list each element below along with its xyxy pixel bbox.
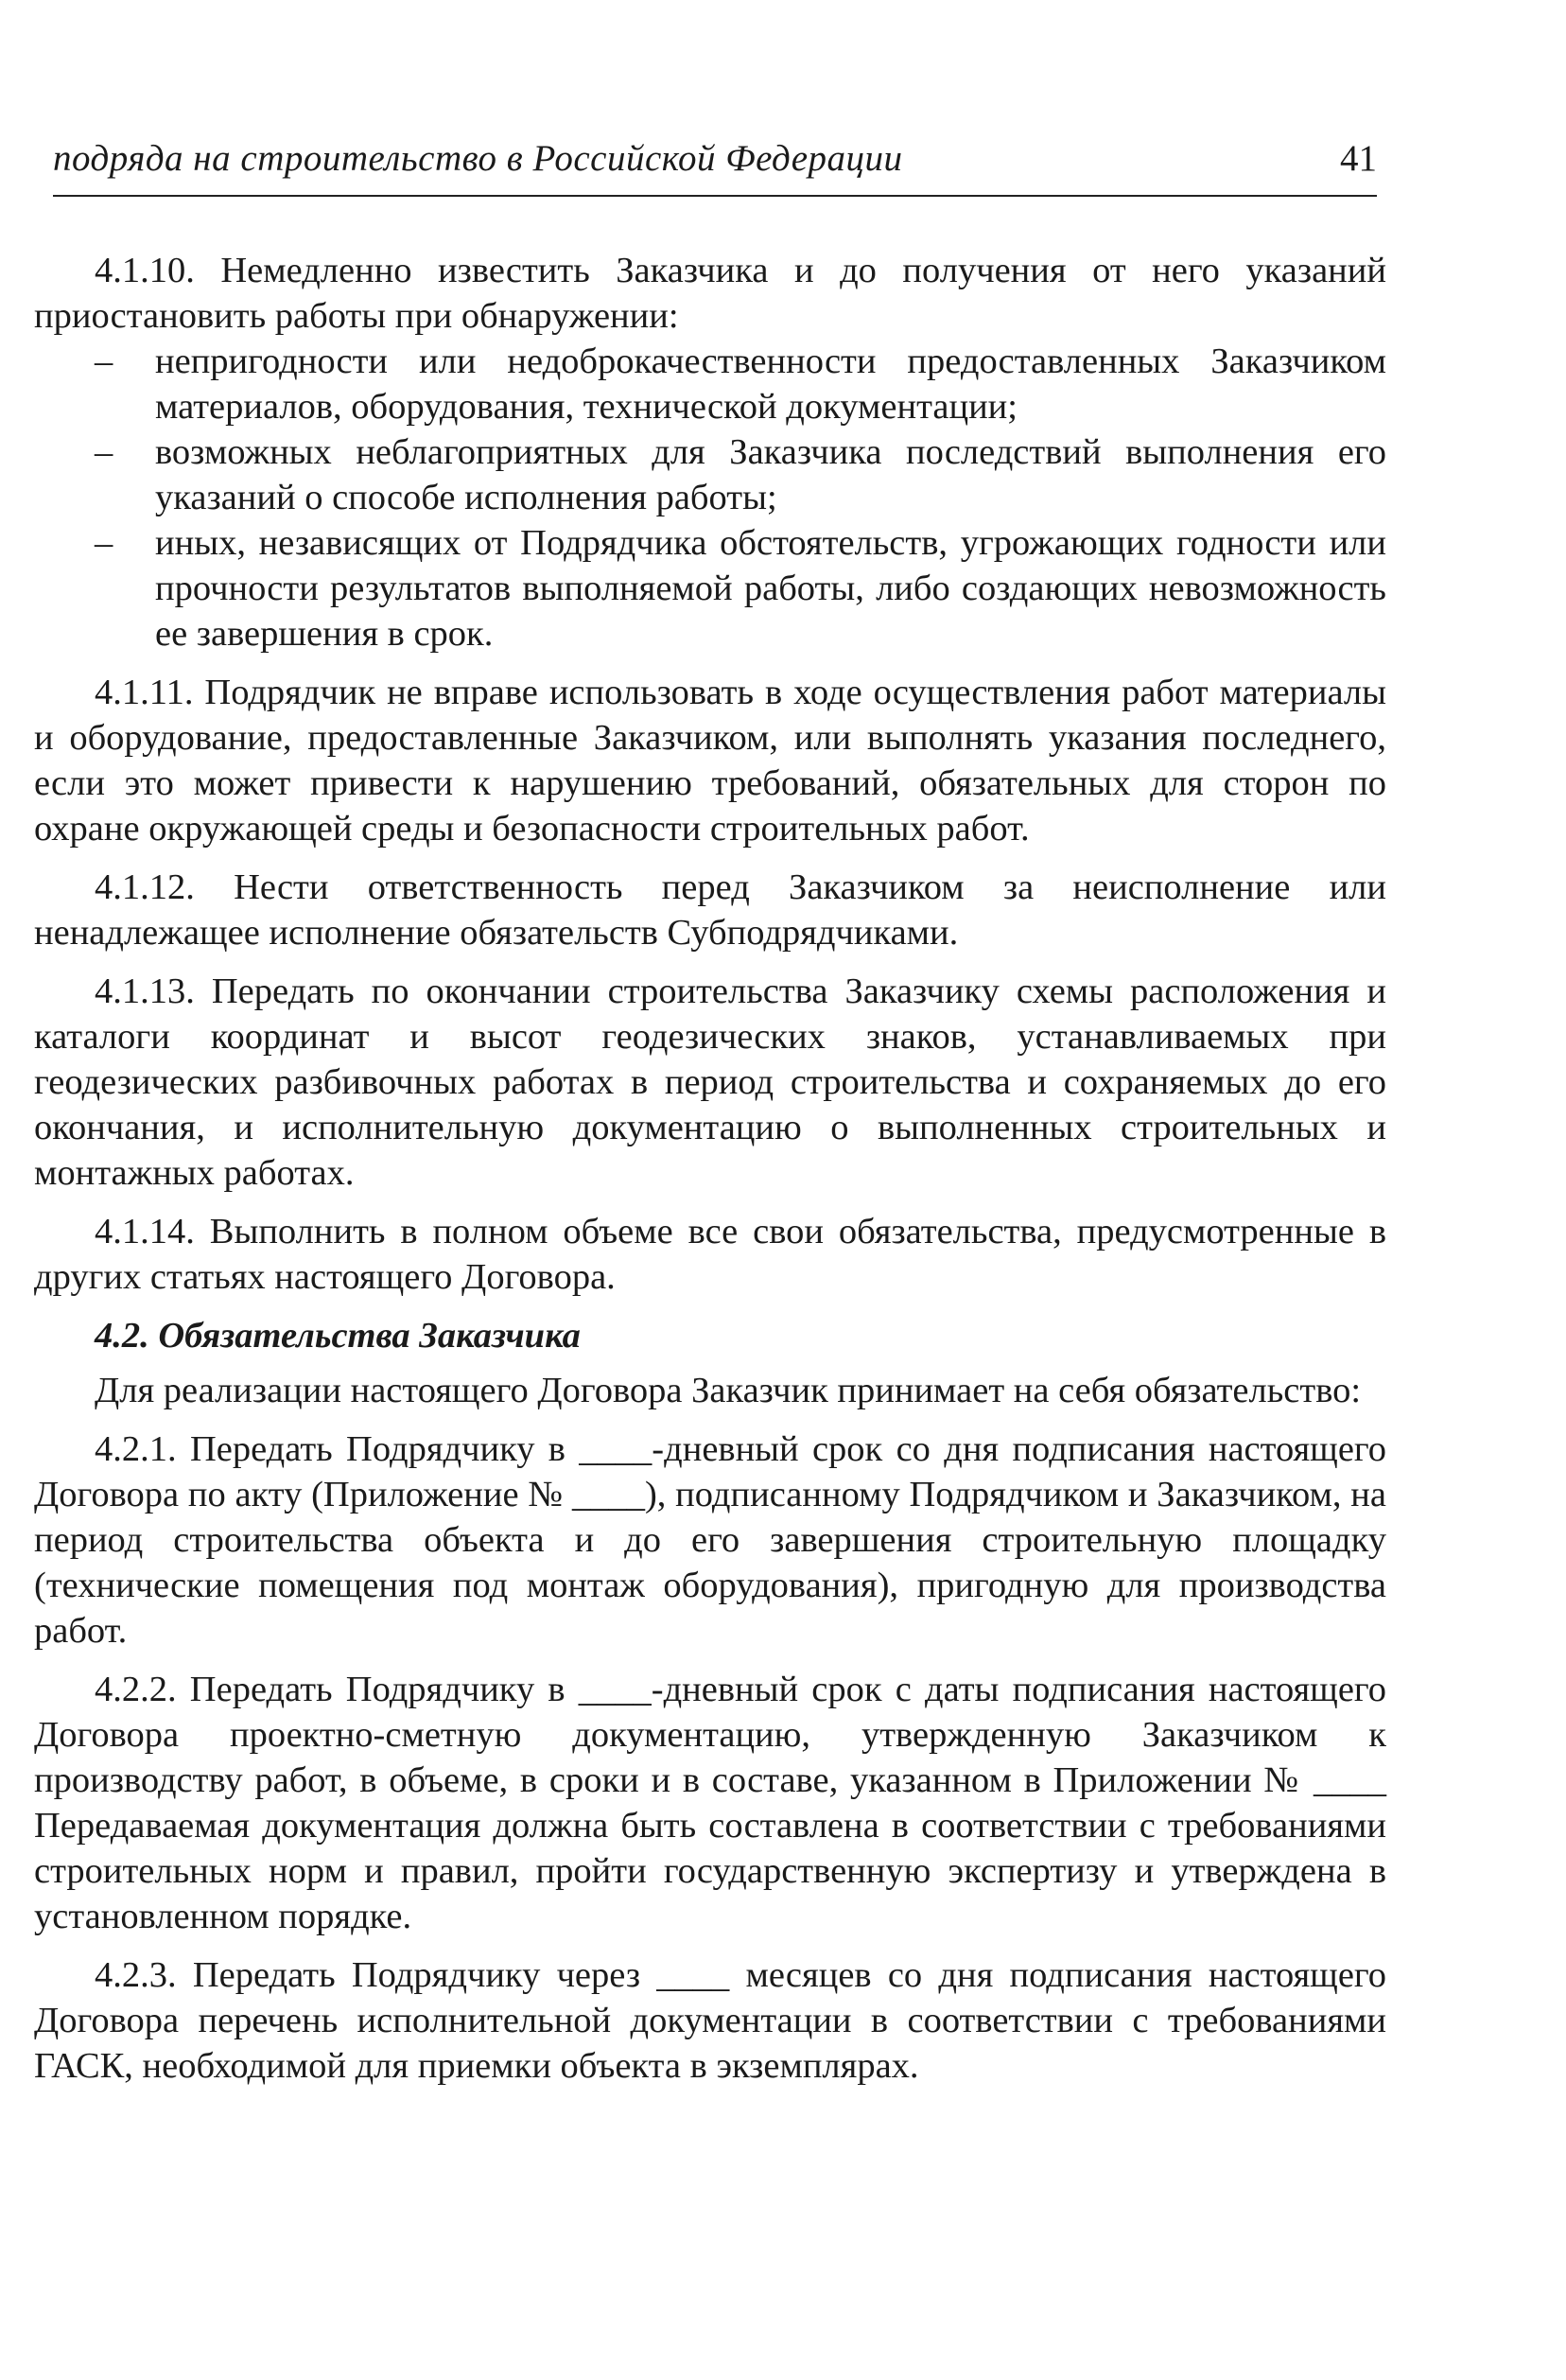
- dash-marker: –: [95, 523, 113, 563]
- paragraph-4-2-2: 4.2.2. Передать Подрядчику в ____-дневный срок с даты подписания настоящего Договора проектно-сметную документацию, утвержденную Заказчиком к производству работ, в объеме, в сроки и в составе, указанном в Приложении № ____ Передаваемая документация должна быть составлена в соответствии с требованиями строительных норм и правил, пройти государственную экспертизу и утверждена в установленном порядке.: [34, 1670, 1386, 1936]
- paragraph-4-2-3: 4.2.3. Передать Подрядчику через ____ месяцев со дня подписания настоящего Договора перечень исполнительной документации в соответствии с требованиями ГАСК, необходимой для приемки объекта в экземплярах.: [34, 1955, 1386, 2086]
- list-item-text: непригодности или недоброкачественности предоставленных Заказчиком материалов, оборудования, технической документации;: [155, 341, 1386, 427]
- page-number: 41: [1340, 138, 1377, 179]
- list-item: [34, 339, 1386, 429]
- paragraph-4-1-10: 4.1.10. Немедленно известить Заказчика и до получения от него указаний приостановить работы при обнаружении:: [34, 251, 1386, 336]
- paragraph-4-2-intro: Для реализации настоящего Договора Заказчик принимает на себя обязательство:: [95, 1371, 1362, 1410]
- list-item-text: возможных неблагоприятных для Заказчика последствий выполнения его указаний о способе исполнения работы;: [155, 432, 1386, 517]
- paragraph-4-1-11: 4.1.11. Подрядчик не вправе использовать в ходе осуществления работ материалы и оборудование, предоставленные Заказчиком, или выполнять указания последнего, если это может привести к нарушению требований, обязательных для сторон по охране окружающей среды и безопасности строительных работ.: [34, 673, 1386, 849]
- running-header: [53, 132, 1377, 189]
- header-divider: [53, 195, 1377, 197]
- header-title: подряда на строительство в Российской Федерации: [53, 138, 903, 179]
- list-4-1-10: [34, 339, 1386, 656]
- paragraph-4-1-14: 4.1.14. Выполнить в полном объеме все свои обязательства, предусмотренные в других статьях настоящего Договора.: [34, 1212, 1386, 1297]
- section-heading-4-2: 4.2. Обязательства Заказчика: [95, 1316, 581, 1356]
- paragraph-4-2-1: 4.2.1. Передать Подрядчику в ____-дневный срок со дня подписания настоящего Договора по акту (Приложение № ____), подписанному Подрядчиком и Заказчиком, на период строительства объекта и до его завершения строительную площадку (технические помещения под монтаж оборудования), пригодную для производства работ.: [34, 1429, 1386, 1651]
- dash-marker: –: [95, 432, 113, 472]
- document-body: [34, 248, 1386, 2102]
- paragraph-4-1-12: 4.1.12. Нести ответственность перед Заказчиком за неисполнение или ненадлежащее исполнение обязательств Субподрядчиками.: [34, 867, 1386, 953]
- list-item: [34, 520, 1386, 656]
- paragraph-4-1-13: 4.1.13. Передать по окончании строительства Заказчику схемы расположения и каталоги координат и высот геодезических знаков, устанавливаемых при геодезических разбивочных работах в период строительства и сохраняемых до его окончания, и исполнительную документацию о выполненных строительных и монтажных работах.: [34, 971, 1386, 1193]
- list-item-text: иных, независящих от Подрядчика обстоятельств, угрожающих годности или прочности результатов выполняемой работы, либо создающих невозможность ее завершения в срок.: [155, 523, 1386, 654]
- list-item: [34, 429, 1386, 520]
- dash-marker: –: [95, 341, 113, 381]
